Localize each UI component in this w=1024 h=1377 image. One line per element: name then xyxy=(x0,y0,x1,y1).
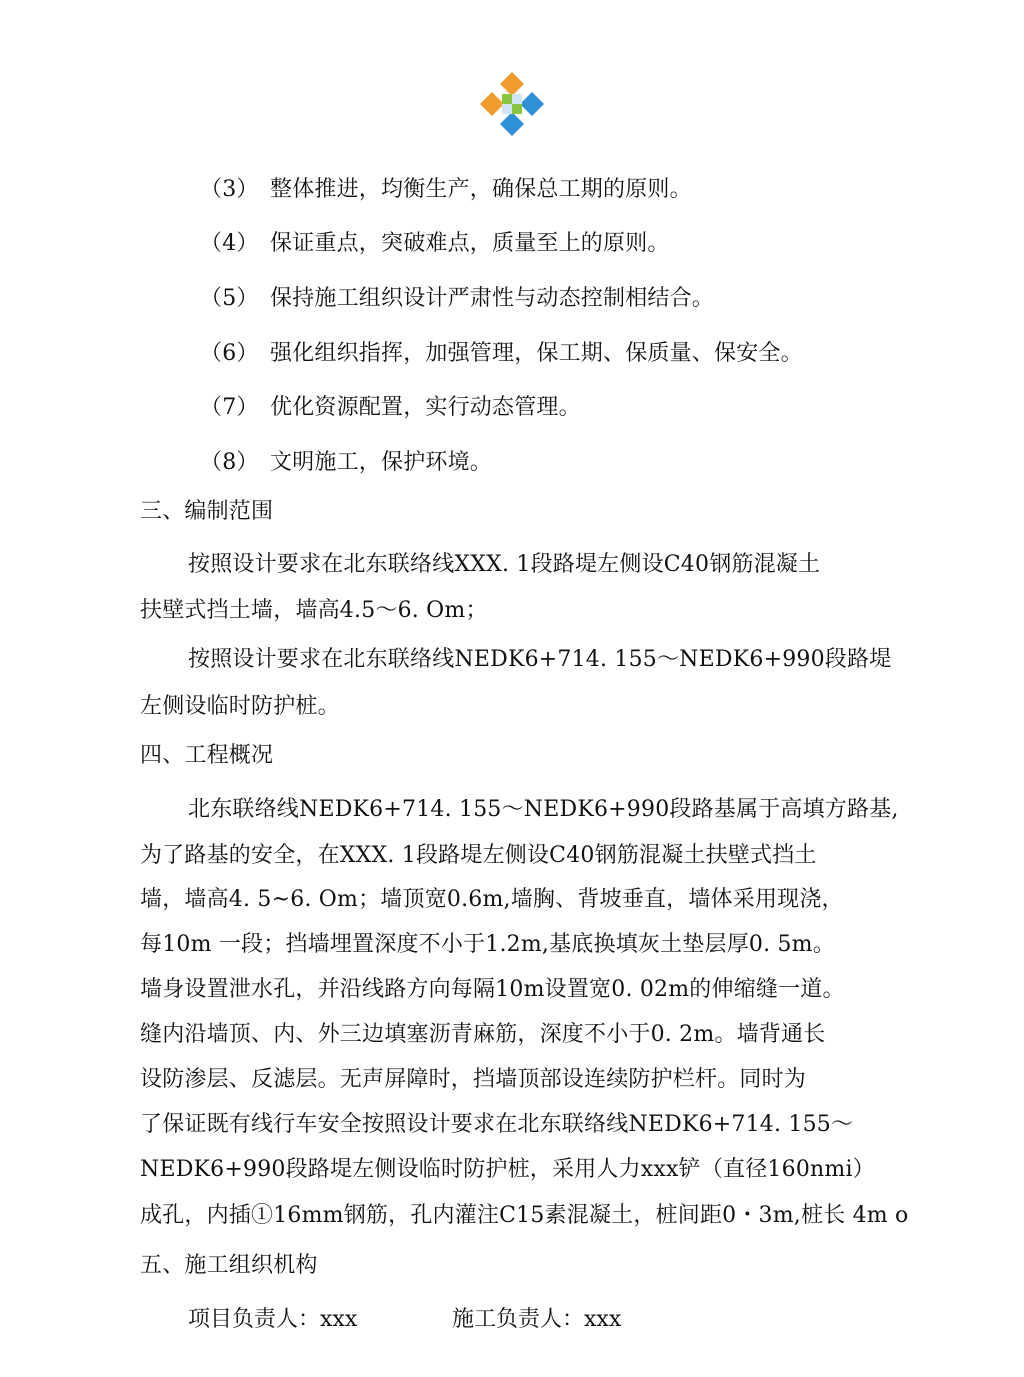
section-heading: 三、编制范围 xyxy=(140,499,274,524)
construction-lead: 施工负责人：xxx xyxy=(452,1307,622,1332)
principle-number: （8） xyxy=(200,450,259,475)
paragraph-line: 缝内沿墙顶、内、外三边填塞沥青麻筋，深度不小于0. 2m。墙背通长 xyxy=(140,1022,826,1047)
principle-item xyxy=(200,176,692,204)
paragraph-line: 成孔，内插①16mm钢筋，孔内灌注C15素混凝土，桩间距0・3m,桩长 4m o xyxy=(140,1203,909,1228)
principle-number: （5） xyxy=(200,286,259,311)
paragraph-line: 墙身设置泄水孔，并沿线路方向每隔10m设置宽0. 02m的伸缩缝一道。 xyxy=(140,977,845,1002)
principle-number: （3） xyxy=(200,177,259,202)
section-heading: 五、施工组织机构 xyxy=(140,1253,318,1278)
logo-shape xyxy=(512,104,522,114)
paragraph-line: 北东联络线NEDK6+714. 155～NEDK6+990段路基属于高填方路基, xyxy=(188,797,899,822)
logo-shape xyxy=(502,104,512,114)
paragraph-line: 每10m 一段；挡墙埋置深度不小于1.2m,基底换填灰土垫层厚0. 5m。 xyxy=(140,932,835,957)
paragraph-line: 了保证既有线行车安全按照设计要求在北东联络线NEDK6+714. 155～ xyxy=(140,1112,854,1137)
logo-shape xyxy=(502,94,512,104)
company-logo xyxy=(478,70,546,138)
principle-item xyxy=(200,449,492,477)
principle-text: 整体推进，均衡生产，确保总工期的原则。 xyxy=(270,177,692,202)
paragraph-line: 墙，墙高4. 5~6. Om；墙顶宽0.6m,墙胸、背坡垂直，墙体采用现浇， xyxy=(140,887,844,912)
project-lead: 项目负责人：xxx xyxy=(188,1307,358,1332)
principle-text: 文明施工，保护环境。 xyxy=(270,450,493,475)
principle-text: 强化组织指挥，加强管理，保工期、保质量、保安全。 xyxy=(270,341,803,366)
principle-text: 保持施工组织设计严肃性与动态控制相结合。 xyxy=(270,286,715,311)
paragraph-line: 按照设计要求在北东联络线NEDK6+714. 155～NEDK6+990段路堤 xyxy=(188,647,892,672)
paragraph-line: 左侧设临时防护桩。 xyxy=(140,694,340,719)
principle-number: （7） xyxy=(200,395,259,420)
paragraph-line: NEDK6+990段路堤左侧设临时防护桩，采用人力xxx铲（直径160nmi） xyxy=(140,1157,875,1182)
paragraph-line: 为了路基的安全，在XXX. 1段路堤左侧设C40钢筋混凝土扶壁式挡土 xyxy=(140,843,817,868)
principle-item xyxy=(200,285,714,313)
paragraph-line: 设防渗层、反滤层。无声屏障时，挡墙顶部设连续防护栏杆。同时为 xyxy=(140,1067,807,1092)
section-heading: 四、工程概况 xyxy=(140,743,274,768)
principle-item xyxy=(200,394,581,422)
principle-item xyxy=(200,340,803,368)
principle-number: （4） xyxy=(200,231,259,256)
paragraph-line: 按照设计要求在北东联络线XXX. 1段路堤左侧设C40钢筋混凝土 xyxy=(188,552,821,577)
principle-item xyxy=(200,230,670,258)
principle-text: 保证重点，突破难点，质量至上的原则。 xyxy=(270,231,670,256)
principle-text: 优化资源配置，实行动态管理。 xyxy=(270,395,581,420)
paragraph-line: 扶壁式挡土墙，墙高4.5～6. Om； xyxy=(140,598,488,623)
logo-shape xyxy=(512,94,522,104)
principle-number: （6） xyxy=(200,341,259,366)
